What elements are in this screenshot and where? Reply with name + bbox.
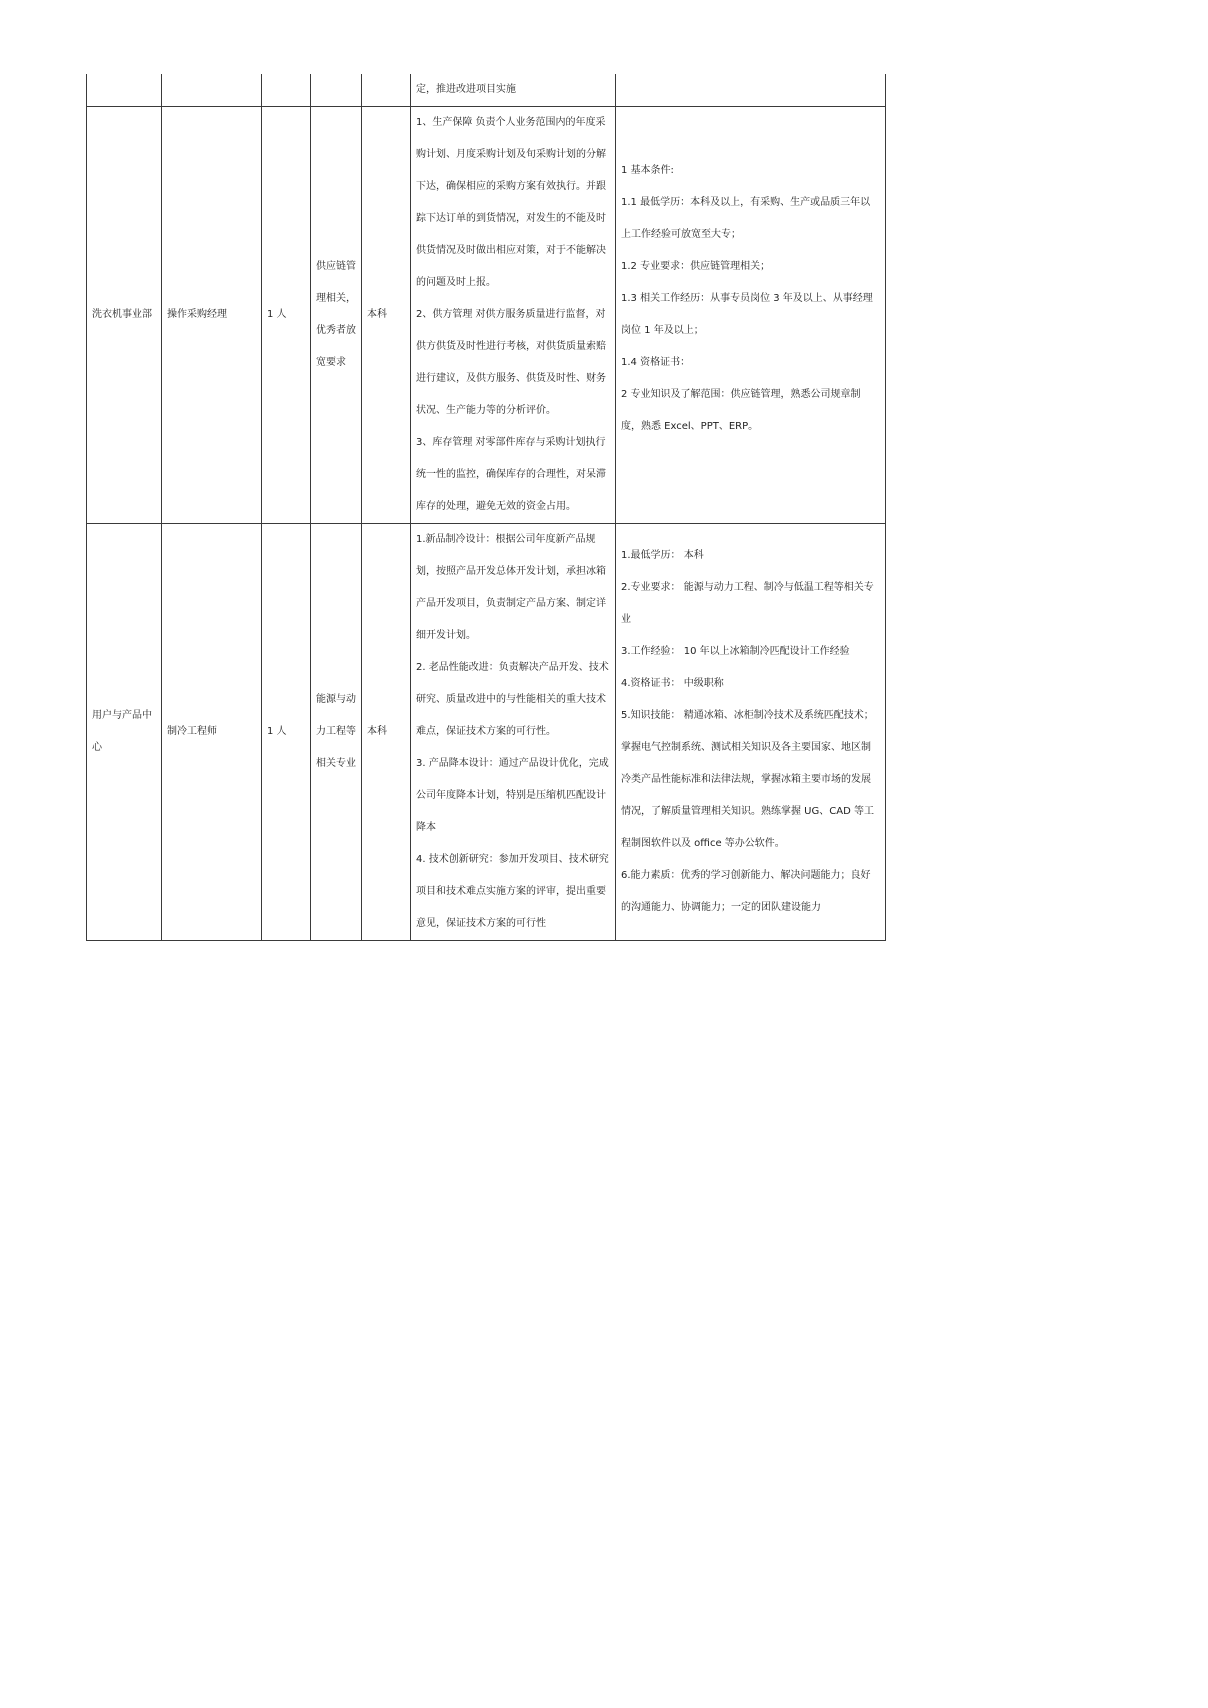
headcount-cell — [262, 74, 311, 107]
duty-item: 1.新品制冷设计：根据公司年度新产品规划，按照产品开发总体开发计划，承担冰箱产品开发项目，负责制定产品方案、制定详细开发计划。 — [416, 534, 606, 641]
table-row — [87, 107, 886, 524]
duty-cell — [411, 74, 616, 107]
duty-cell — [411, 524, 616, 941]
requirement-item: 6.能力素质：优秀的学习创新能力、解决问题能力；良好的沟通能力、协调能力；一定的团队建设能力 — [621, 870, 871, 913]
position-cell — [162, 74, 262, 107]
duty-item: 3、库存管理 对零部件库存与采购计划执行统一性的监控，确保库存的合理性，对呆滞库存的处理，避免无效的资金占用。 — [416, 437, 606, 512]
requirement-item: 4.资格证书： 中级职称 — [621, 678, 724, 689]
requirement-item: 1.4 资格证书： — [621, 357, 691, 368]
headcount-cell: 1 人 — [262, 107, 311, 524]
duty-cell — [411, 107, 616, 524]
education-cell — [362, 74, 411, 107]
position-cell: 操作采购经理 — [162, 107, 262, 524]
education-cell: 本科 — [362, 524, 411, 941]
education-cell: 本科 — [362, 107, 411, 524]
position-cell: 制冷工程师 — [162, 524, 262, 941]
requirement-cell — [616, 107, 886, 524]
table-row — [87, 524, 886, 941]
requirement-item: 1 基本条件: — [621, 165, 674, 176]
requirement-cell — [616, 524, 886, 941]
requirement-item: 1.3 相关工作经历：从事专员岗位 3 年及以上、从事经理岗位 1 年及以上； — [621, 293, 873, 336]
department-cell — [87, 74, 162, 107]
major-cell: 供应链管理相关，优秀者放宽要求 — [311, 107, 362, 524]
duty-item: 2. 老品性能改进：负责解决产品开发、技术研究、质量改进中的与性能相关的重大技术难点，保证技术方案的可行性。 — [416, 662, 609, 737]
requirement-item: 5.知识技能： 精通冰箱、冰柜制冷技术及系统匹配技术；掌握电气控制系统、测试相关知识及各主要国家、地区制冷类产品性能标准和法律法规，掌握冰箱主要市场的发展情况，了解质量管理相关知识。熟练掌握 UG、CAD 等工程制图软件以及 office 等办公软件。 — [621, 710, 874, 849]
requirement-item: 1.2 专业要求：供应链管理相关； — [621, 261, 771, 272]
duty-text: 定，推进改进项目实施 — [416, 84, 516, 95]
requirement-item: 3.工作经验： 10 年以上冰箱制冷匹配设计工作经验 — [621, 646, 850, 657]
major-cell: 能源与动力工程等相关专业 — [311, 524, 362, 941]
table-row-continued — [87, 74, 886, 107]
requirement-item: 2 专业知识及了解范围：供应链管理，熟悉公司规章制度，熟悉 Excel、PPT、ERP。 — [621, 389, 861, 432]
duty-item: 4. 技术创新研究：参加开发项目、技术研究项目和技术难点实施方案的评审，提出重要意见，保证技术方案的可行性 — [416, 854, 609, 929]
requirement-cell — [616, 74, 886, 107]
requirement-item: 1.1 最低学历：本科及以上，有采购、生产或品质三年以上工作经验可放宽至大专； — [621, 197, 871, 240]
requirement-item: 2.专业要求： 能源与动力工程、制冷与低温工程等相关专业 — [621, 582, 874, 625]
duty-item: 3. 产品降本设计：通过产品设计优化，完成公司年度降本计划，特别是压缩机匹配设计降本 — [416, 758, 609, 833]
major-cell — [311, 74, 362, 107]
headcount-cell: 1 人 — [262, 524, 311, 941]
department-cell: 洗衣机事业部 — [87, 107, 162, 524]
duty-item: 1、生产保障 负责个人业务范围内的年度采购计划、月度采购计划及旬采购计划的分解下达，确保相应的采购方案有效执行。并跟踪下达订单的到货情况，对发生的不能及时供货情况及时做出相应对策，对于不能解决的问题及时上报。 — [416, 117, 606, 288]
department-cell: 用户与产品中心 — [87, 524, 162, 941]
job-requirements-table — [86, 74, 886, 941]
requirement-item: 1.最低学历： 本科 — [621, 550, 704, 561]
duty-item: 2、供方管理 对供方服务质量进行监督，对供方供货及时性进行考核，对供货质量索赔进行建议，及供方服务、供货及时性、财务状况、生产能力等的分析评价。 — [416, 309, 606, 416]
